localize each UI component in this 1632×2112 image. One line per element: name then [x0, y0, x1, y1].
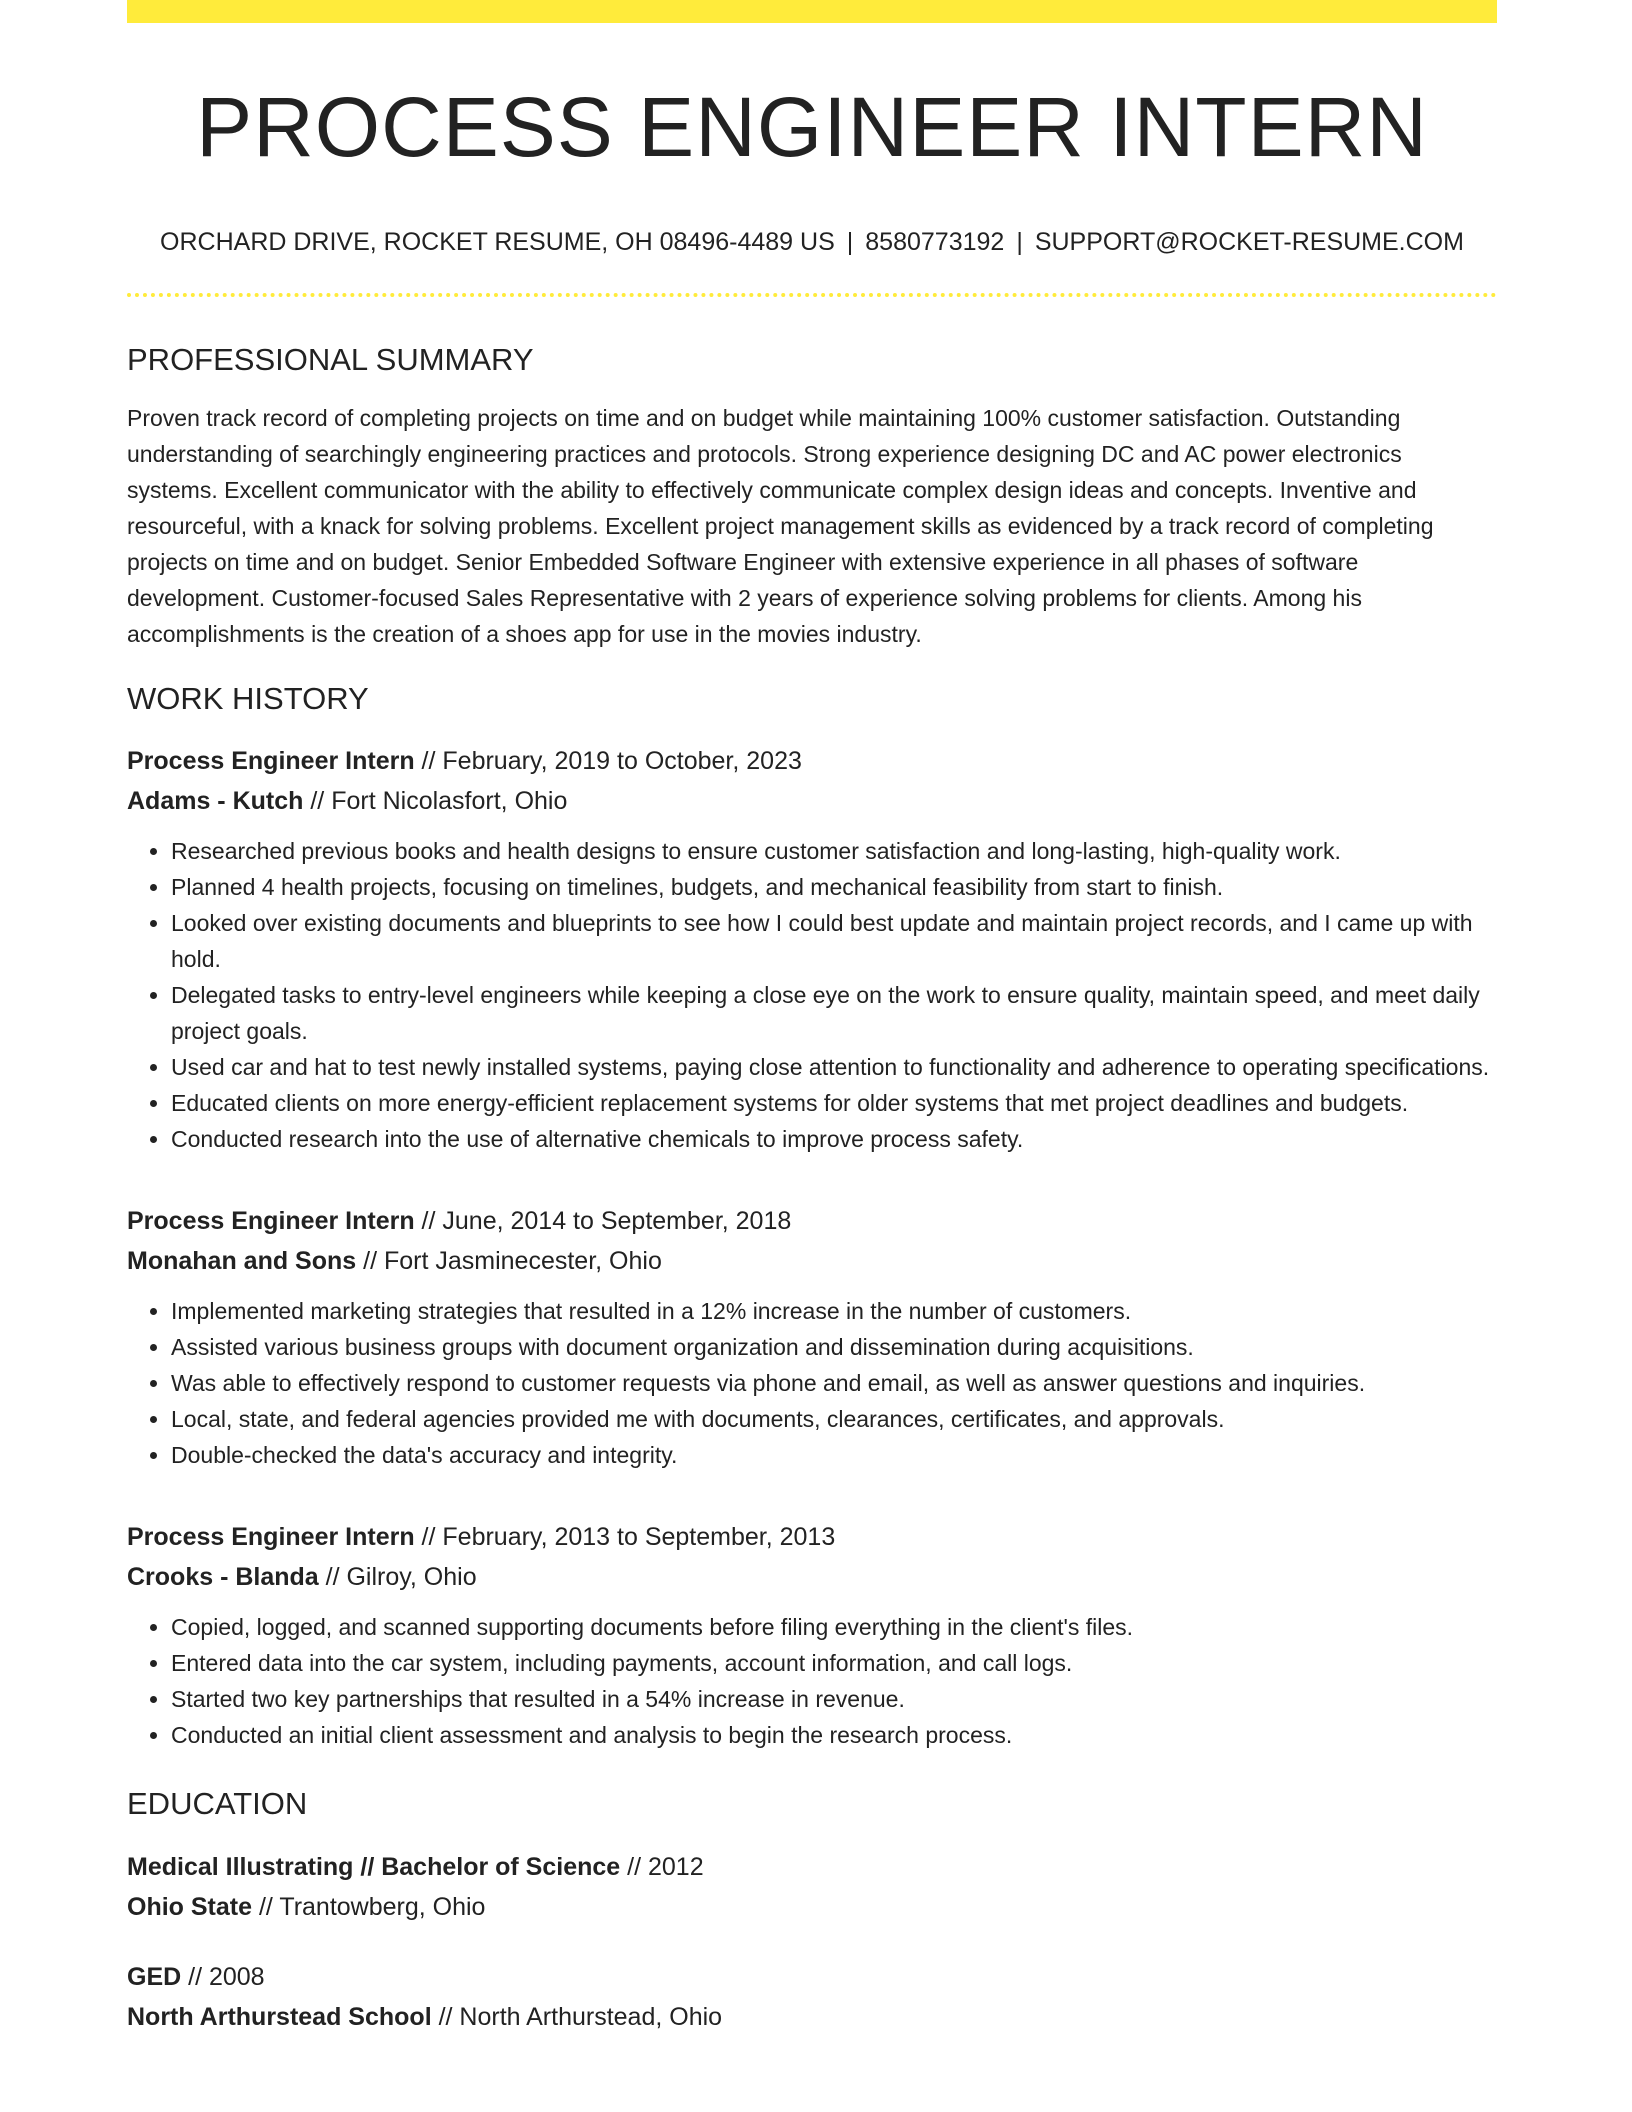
contact-address: ORCHARD DRIVE, ROCKET RESUME, OH 08496-4489 US [160, 228, 835, 256]
education-year: // 2008 [181, 1962, 265, 1991]
job-bullet: • Assisted various business groups with document organization and dissemination during acquisitions. [171, 1329, 1497, 1365]
education-location: // Trantowberg, Ohio [252, 1892, 486, 1921]
job-bullet: • Researched previous books and health designs to ensure customer satisfaction and long-lasting, high-quality work. [171, 833, 1497, 869]
education-school-line [127, 1887, 1497, 1927]
education-year: // 2012 [620, 1852, 704, 1881]
job-bullet: • Started two key partnerships that resulted in a 54% increase in revenue. [171, 1681, 1497, 1717]
work-history-list [127, 741, 1497, 1753]
contact-email: SUPPORT@ROCKET-RESUME.COM [1034, 228, 1464, 256]
contact-separator: | [846, 228, 854, 256]
job-bullet: • Was able to effectively respond to customer requests via phone and email, as well as answer questions and inquiries. [171, 1365, 1497, 1401]
resume-page [127, 0, 1497, 2037]
job-dates: // June, 2014 to September, 2018 [414, 1207, 792, 1236]
education-heading: EDUCATION [127, 1786, 308, 1822]
job-company: Adams - Kutch [127, 787, 304, 816]
job-bullet: • Conducted research into the use of alternative chemicals to improve process safety. [171, 1121, 1497, 1157]
education-entry [127, 1847, 1497, 1927]
job-bullet: • Delegated tasks to entry-level engineers while keeping a close eye on the work to ensure quality, maintain speed, and meet daily project goals. [171, 977, 1497, 1049]
header-divider [127, 293, 1497, 297]
job-entry [127, 1517, 1497, 1753]
job-entry [127, 741, 1497, 1157]
job-bullet: • Planned 4 health projects, focusing on timelines, budgets, and mechanical feasibility from start to finish. [171, 869, 1497, 905]
job-company: Crooks - Blanda [127, 1563, 319, 1592]
education-degree: Medical Illustrating // Bachelor of Science [127, 1852, 621, 1881]
work-history-heading: WORK HISTORY [127, 681, 369, 717]
job-company-line [127, 781, 1497, 821]
education-school-line [127, 1997, 1497, 2037]
job-bullet: • Conducted an initial client assessment and analysis to begin the research process. [171, 1717, 1497, 1753]
education-degree: GED [127, 1962, 182, 1991]
job-bullet: • Double-checked the data's accuracy and integrity. [171, 1437, 1497, 1473]
education-school: North Arthurstead School [127, 2002, 432, 2031]
job-dates: // February, 2013 to September, 2013 [414, 1523, 836, 1552]
job-bullet: • Entered data into the car system, including payments, account information, and call logs. [171, 1645, 1497, 1681]
job-bullet: • Used car and hat to test newly installed systems, paying close attention to functionality and adherence to operating specifications. [171, 1049, 1497, 1085]
job-position: Process Engineer Intern [127, 1523, 415, 1552]
job-title-line [127, 741, 1497, 781]
job-location: // Fort Nicolasfort, Ohio [303, 787, 568, 816]
education-school: Ohio State [127, 1892, 253, 1921]
job-bullets [127, 1293, 1497, 1473]
job-title-line [127, 1517, 1497, 1557]
job-bullet: • Educated clients on more energy-efficient replacement systems for older systems that met project deadlines and budgets. [171, 1085, 1497, 1121]
education-location: // North Arthurstead, Ohio [431, 2002, 723, 2031]
job-position: Process Engineer Intern [127, 747, 415, 776]
education-degree-line [127, 1957, 1497, 1997]
job-position: Process Engineer Intern [127, 1207, 415, 1236]
job-location: // Gilroy, Ohio [318, 1563, 477, 1592]
job-company-line [127, 1557, 1497, 1597]
job-bullet: • Implemented marketing strategies that resulted in a 12% increase in the number of customers. [171, 1293, 1497, 1329]
job-bullet: • Copied, logged, and scanned supporting documents before filing everything in the client's files. [171, 1609, 1497, 1645]
candidate-name: PROCESS ENGINEER INTERN [196, 80, 1428, 174]
contact-phone: 8580773192 [865, 228, 1005, 256]
contact-line [127, 227, 1497, 257]
contact-separator: | [1016, 228, 1023, 256]
job-title-line [127, 1201, 1497, 1241]
job-company-line [127, 1241, 1497, 1281]
accent-top-bar [127, 0, 1497, 23]
job-location: // Fort Jasminecester, Ohio [356, 1247, 662, 1276]
summary-heading: PROFESSIONAL SUMMARY [127, 342, 534, 377]
job-bullet: • Local, state, and federal agencies provided me with documents, clearances, certificates, and approvals. [171, 1401, 1497, 1437]
job-entry [127, 1201, 1497, 1473]
job-company: Monahan and Sons [127, 1247, 357, 1276]
job-bullets [127, 1609, 1497, 1753]
job-bullet: • Looked over existing documents and blueprints to see how I could best update and maintain project records, and I came up with hold. [171, 905, 1497, 977]
education-entry [127, 1957, 1497, 2037]
summary-text: Proven track record of completing projects on time and on budget while maintaining 100% customer satisfaction. Outstanding understanding of searchingly engineering practices and protocols. Strong experience designing DC and AC power electronics systems. Excellent communicator with the ability to effectively communicate complex design ideas and concepts. Inventive and resourceful, with a knack for solving problems. Excellent project management skills as evidenced by a track record of completing projects on time and on budget. Senior Embedded Software Engineer with extensive experience in all phases of software development. Customer-focused Sales Representative with 2 years of experience solving problems for clients. Among his accomplishments is the creation of a shoes app for use in the movies industry. [127, 405, 1434, 648]
education-degree-line [127, 1847, 1497, 1887]
job-bullets [127, 833, 1497, 1157]
job-dates: // February, 2019 to October, 2023 [414, 747, 802, 776]
